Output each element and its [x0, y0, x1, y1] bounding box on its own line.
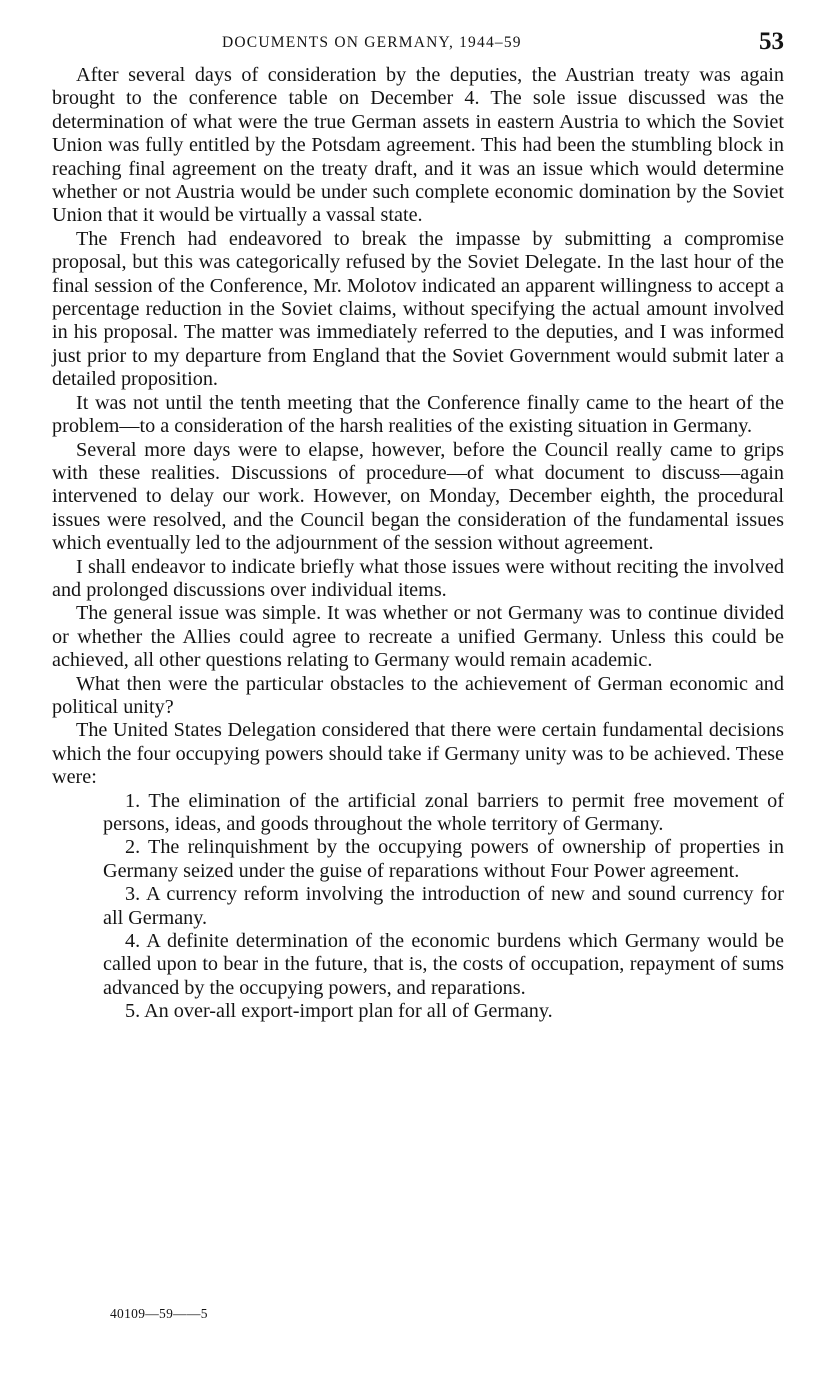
paragraph-austrian-treaty: After several days of consideration by the deputies, the Austrian treaty was again brought to the conference table on December 4. The sole issue discussed was the determination of what were the true German assets in eastern Austria to which the Soviet Union was fully entitled by the Potsdam agreement. This had been the stumbling block in reaching final agreement on the treaty draft, and it was an issue which would determine whether or not Austria would be under such complete economic domination by the Soviet Union that it would be virtually a vassal state.	[52, 64, 784, 227]
list-item: 3. A currency reform involving the introduction of new and sound currency for all Germany.	[103, 883, 784, 929]
paragraph-tenth-meeting: It was not until the tenth meeting that the Conference finally came to the heart of the problem—to a consideration of the harsh realities of the existing situation in Germany.	[52, 391, 784, 438]
body-text	[52, 64, 784, 1024]
paragraph-procedure: Several more days were to elapse, however, before the Council really came to grips with these realities. Discussions of procedure—of what document to discuss—again intervened to delay our work. However, on Monday, December eighth, the procedural issues were resolved, and the Council began the consideration of the fundamental issues which eventually led to the adjournment of the session without agreement.	[52, 438, 784, 555]
print-code: 40109—59——5	[110, 1306, 208, 1321]
decisions-list	[103, 790, 784, 1024]
paragraph-general-issue: The general issue was simple. It was whether or not Germany was to continue divided or whether the Allies could agree to recreate a unified Germany. Unless this could be achieved, all other questions relating to Germany would remain academic.	[52, 602, 784, 672]
list-item: 4. A definite determination of the economic burdens which Germany would be called upon to bear in the future, that is, the costs of occupation, repayment of sums advanced by the occupying powers, and reparations.	[103, 930, 784, 999]
list-item: 2. The relinquishment by the occupying powers of ownership of properties in Germany seized under the guise of reparations without Four Power agreement.	[103, 836, 784, 882]
page-number: 53	[759, 28, 784, 55]
list-item: 1. The elimination of the artificial zonal barriers to permit free movement of persons, ideas, and goods throughout the whole territory of Germany.	[103, 789, 784, 835]
running-title: DOCUMENTS ON GERMANY, 1944–59	[222, 34, 522, 51]
paragraph-obstacles-question: What then were the particular obstacles to the achievement of German economic and political unity?	[52, 672, 784, 718]
list-item: 5. An over-all export-import plan for all of Germany.	[125, 1000, 553, 1023]
paragraph-issues-intro: I shall endeavor to indicate briefly what those issues were without reciting the involved and prolonged discussions over individual items.	[52, 555, 784, 601]
paragraph-us-delegation: The United States Delegation considered that there were certain fundamental decisions which the four occupying powers should take if Germany unity was to be achieved. These were:	[52, 719, 784, 789]
paragraph-french-proposal: The French had endeavored to break the impasse by submitting a compromise proposal, but this was categorically refused by the Soviet Delegate. In the last hour of the final session of the Conference, Mr. Molotov indicated an apparent willingness to accept a percentage reduction in the Soviet claims, without specifying the actual amount involved in his proposal. The matter was immediately referred to the deputies, and I was informed just prior to my departure from England that the Soviet Government would submit later a detailed proposition.	[52, 227, 784, 391]
running-head	[52, 30, 784, 64]
document-page	[52, 30, 784, 1024]
